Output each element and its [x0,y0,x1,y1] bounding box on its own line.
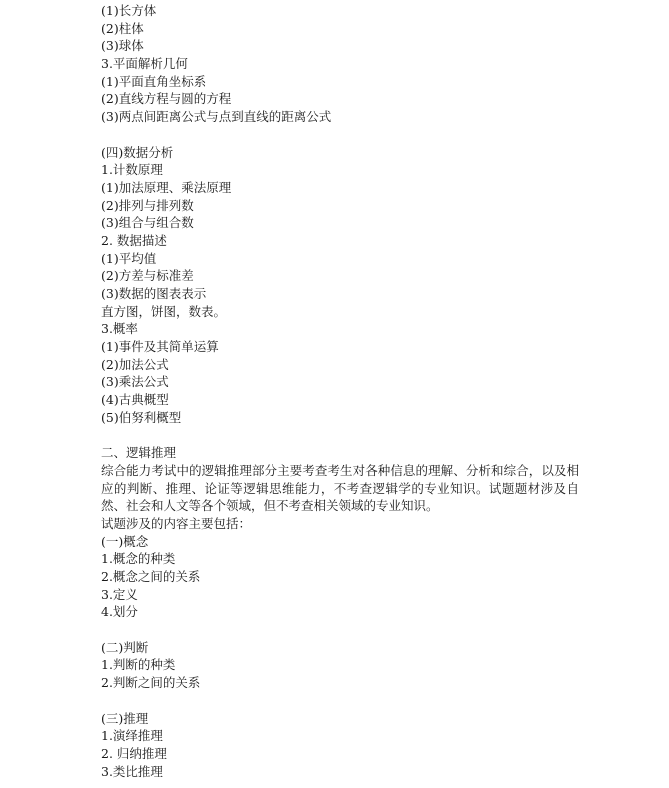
blank-line [101,427,579,445]
text-line: (3)球体 [101,38,144,54]
text-line: (4)古典概型 [101,392,169,408]
body-paragraph: 综合能力考试中的逻辑推理部分主要考查考生对各种信息的理解、分析和综合，以及相应的判断、推理、论证等逻辑思维能力，不考查逻辑学的专业知识。试题题材涉及自然、社会和人文等各个领域，但不考查相关领域的专业知识。 [101,462,579,514]
blank-line [101,692,579,710]
text-line: 直方图，饼图，数表。 [101,303,227,319]
text-line: 1.演绎推理 [101,728,163,744]
text-line: (二)判断 [101,639,149,655]
text-line: (1)加法原理、乘法原理 [101,179,232,195]
text-line: (2)柱体 [101,20,144,36]
text-line: (2)加法公式 [101,356,169,372]
text-line: (5)伯努利概型 [101,409,182,425]
text-line: (3)数据的图表表示 [101,286,207,301]
text-line: (1)平面直角坐标系 [101,73,207,89]
text-line: 3.类比推理 [101,763,163,779]
text-line: 2. 数据描述 [101,232,167,248]
text-line: 3.概率 [101,321,138,337]
text-line: 4.划分 [101,604,138,620]
text-line: (3)两点间距离公式与点到直线的距离公式 [101,109,332,125]
text-line: (2)方差与标准差 [101,268,194,284]
blank-line [101,621,579,639]
text-line: (四)数据分析 [101,144,174,160]
text-line: (1)事件及其简单运算 [101,339,219,355]
text-line: (2)排列与排列数 [101,197,194,213]
text-line: 试题涉及的内容主要包括： [101,515,252,531]
text-line: (1)平均值 [101,250,157,266]
text-line: 3.平面解析几何 [101,56,188,72]
text-line: (3)乘法公式 [101,374,169,390]
text-line: 1.判断的种类 [101,657,176,673]
text-line: (3)组合与组合数 [101,215,194,231]
text-line: 2.概念之间的关系 [101,569,201,585]
text-line: (一)概念 [101,533,149,549]
text-line: 2. 归纳推理 [101,745,167,761]
blank-line [101,126,579,144]
text-line: (2)直线方程与圆的方程 [101,91,232,107]
text-line: 二、逻辑推理 [101,445,177,461]
text-line: (三)推理 [101,710,149,726]
text-line: (1)长方体 [101,3,157,18]
text-line: 1.概念的种类 [101,551,176,567]
text-line: 2.判断之间的关系 [101,675,201,691]
text-line: 1.计数原理 [101,162,163,178]
text-line: 3.定义 [101,586,138,602]
document-page [101,2,579,780]
